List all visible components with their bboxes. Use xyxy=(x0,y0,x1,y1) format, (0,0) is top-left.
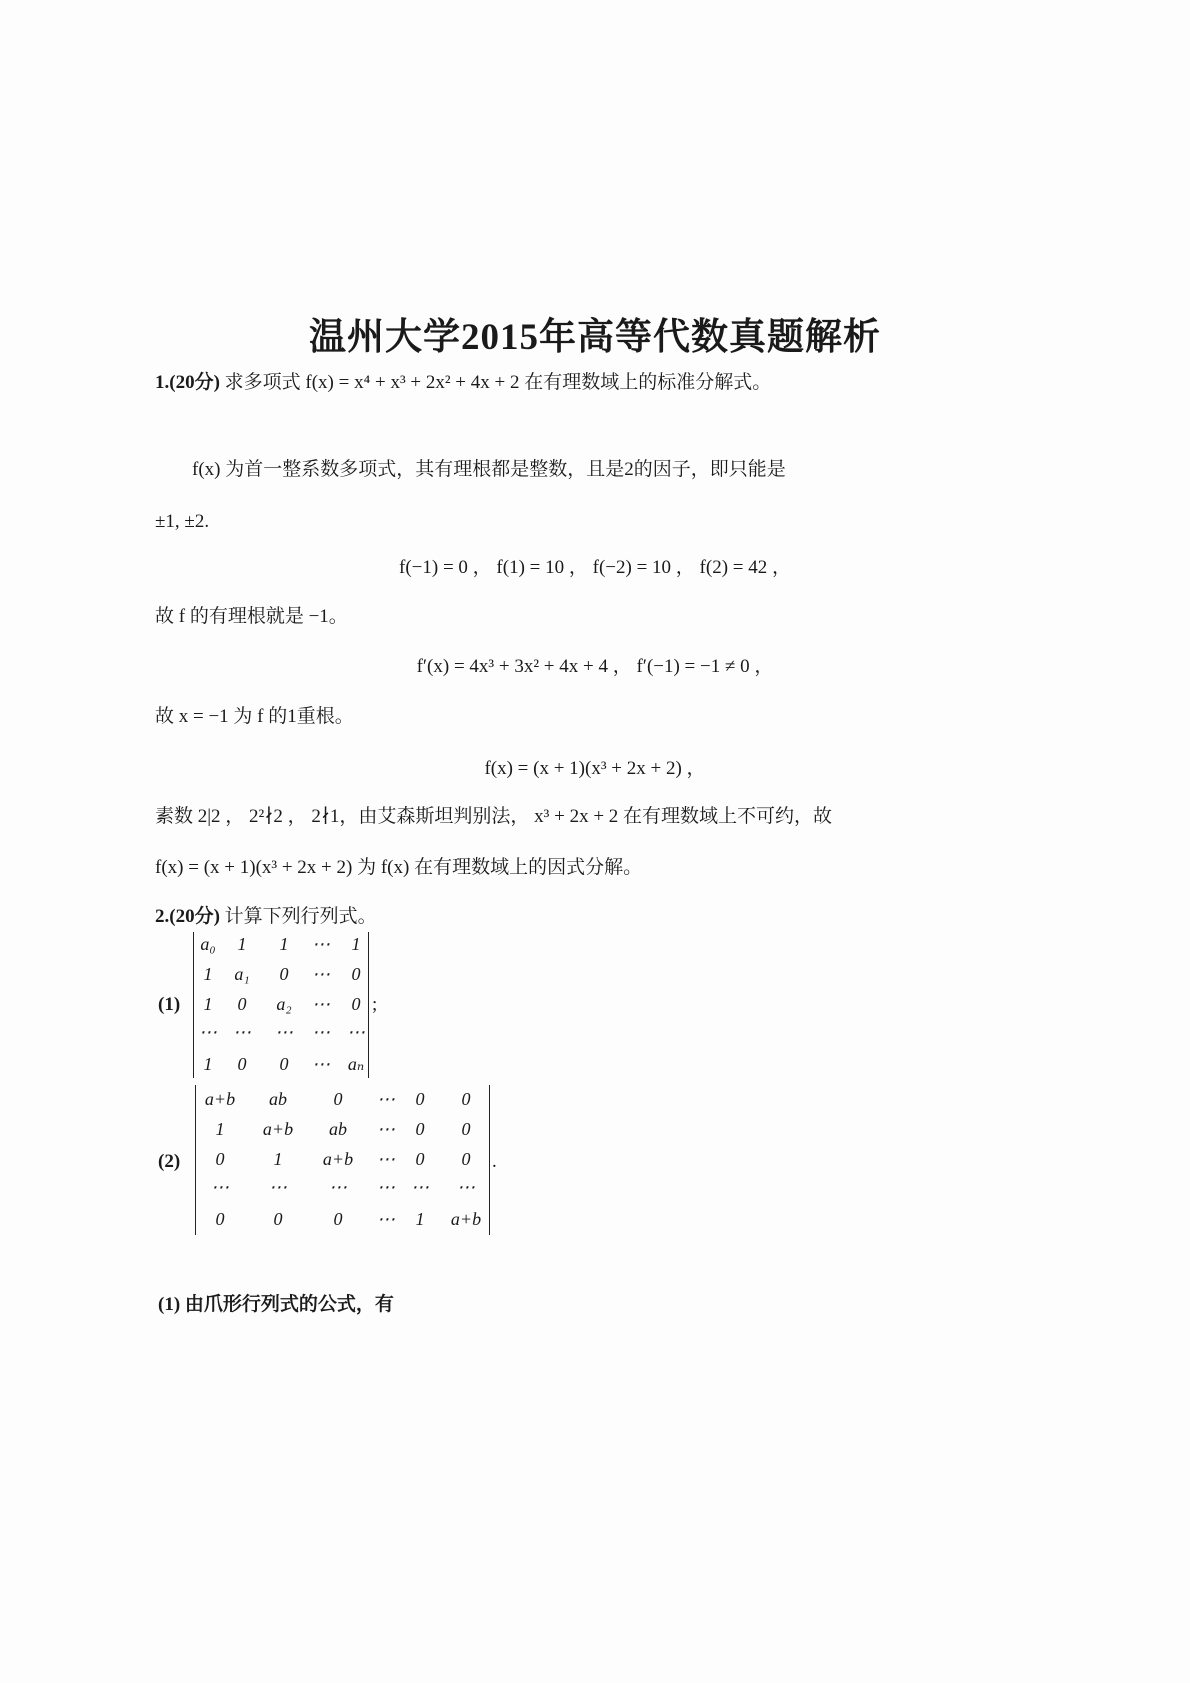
matrix-cell: 1 xyxy=(237,934,247,954)
part-1-label: (1) xyxy=(158,994,181,1015)
matrix-cell: ⋯ xyxy=(312,934,330,954)
matrix-cell: a₂ xyxy=(276,994,292,1014)
part-2-label: (2) xyxy=(158,1151,181,1172)
solution-line: ±1, ±2. xyxy=(155,511,210,532)
matrix-cell: 0 xyxy=(215,1149,225,1169)
solution-equation: f′(x) = 4x³ + 3x² + 4x + 4 ， f′(−1) = −1 ≠ 0 ， xyxy=(416,656,774,677)
solution-line: 素数 2|2 ， 2²∤2 ， 2∤1，由艾森斯坦判别法， x³ + 2x + 2 在有理数域上不可约，故 xyxy=(155,806,833,827)
solution-equation: f(x) = (x + 1)(x³ + 2x + 2) ， xyxy=(484,758,706,779)
matrix-cell: 0 xyxy=(237,994,247,1014)
part-1-end: ; xyxy=(372,994,378,1015)
matrix-cell: 1 xyxy=(279,934,289,954)
matrix-cell: ⋯ xyxy=(199,1022,217,1042)
matrix-cell: ⋯ xyxy=(312,964,330,984)
matrix-cell: ⋯ xyxy=(329,1177,347,1197)
matrix-cell: 0 xyxy=(415,1089,425,1109)
matrix-cell: a+b xyxy=(322,1149,354,1169)
matrix-cell: a+b xyxy=(262,1119,294,1139)
matrix-cell: ⋯ xyxy=(377,1209,395,1229)
question-2-text: 计算下列行列式。 xyxy=(224,906,377,927)
matrix-cell: a+b xyxy=(204,1089,236,1109)
matrix-cell: a+b xyxy=(450,1209,482,1229)
matrix-cell: 0 xyxy=(415,1149,425,1169)
matrix-cell: ⋯ xyxy=(269,1177,287,1197)
matrix-cell: ⋯ xyxy=(312,994,330,1014)
matrix-cell: ⋯ xyxy=(411,1177,429,1197)
question-1-text: 求多项式 f(x) = x⁴ + x³ + 2x² + 4x + 2 在有理数域上的标准分解式。 xyxy=(224,372,772,393)
matrix-cell: 1 xyxy=(351,934,361,954)
matrix-cell: 0 xyxy=(279,1054,289,1074)
question-2-label: 2.(20分) xyxy=(155,906,220,927)
matrix-cell: ⋯ xyxy=(347,1022,365,1042)
matrix-cell: ab xyxy=(269,1089,287,1109)
matrix-cell: 0 xyxy=(237,1054,247,1074)
matrix-cell: 1 xyxy=(203,1054,213,1074)
matrix-cell: 1 xyxy=(273,1149,283,1169)
solution-line: f(x) 为首一整系数多项式，其有理根都是整数，且是2的因子，即只能是 xyxy=(192,459,786,480)
matrix-cell: 0 xyxy=(461,1089,471,1109)
solution-line: 故 f 的有理根就是 −1。 xyxy=(155,606,348,627)
matrix-cell: ⋯ xyxy=(275,1022,293,1042)
matrix-cell: 0 xyxy=(333,1209,343,1229)
matrix-cell: ⋯ xyxy=(457,1177,475,1197)
matrix-cell: 0 xyxy=(461,1119,471,1139)
matrix-cell: a₁ xyxy=(234,964,250,984)
matrix-cell: ⋯ xyxy=(211,1177,229,1197)
solution-line: f(x) = (x + 1)(x³ + 2x + 2) 为 f(x) 在有理数域上的因式分解。 xyxy=(155,857,643,878)
question-1 xyxy=(155,371,771,395)
matrix-cell: 0 xyxy=(215,1209,225,1229)
solution-equation: f(−1) = 0 ， f(1) = 10 ， f(−2) = 10 ， f(2) = 42 ， xyxy=(399,557,791,578)
matrix-cell: 0 xyxy=(351,964,361,984)
matrix-cell: ⋯ xyxy=(312,1054,330,1074)
matrix-cell: 0 xyxy=(461,1149,471,1169)
matrix-cell: ⋯ xyxy=(377,1119,395,1139)
question-1-label: 1.(20分) xyxy=(155,372,220,393)
matrix-cell: 0 xyxy=(279,964,289,984)
matrix-cell: ⋯ xyxy=(312,1022,330,1042)
matrix-cell: ⋯ xyxy=(377,1089,395,1109)
question-2 xyxy=(155,905,377,929)
determinant-2 xyxy=(195,1085,490,1235)
determinant-1 xyxy=(193,932,369,1078)
matrix-cell: 0 xyxy=(351,994,361,1014)
solution-line: 故 x = −1 为 f 的1重根。 xyxy=(155,706,354,727)
solution-2-label: (1) xyxy=(158,1294,181,1315)
matrix-cell: 0 xyxy=(273,1209,283,1229)
matrix-cell: 1 xyxy=(415,1209,425,1229)
matrix-cell: 0 xyxy=(333,1089,343,1109)
matrix-cell: 1 xyxy=(203,994,213,1014)
matrix-cell: aₙ xyxy=(347,1054,365,1074)
matrix-cell: ⋯ xyxy=(233,1022,251,1042)
solution-2-start xyxy=(158,1293,394,1317)
matrix-cell: ⋯ xyxy=(377,1149,395,1169)
solution-2-text: 由爪形行列式的公式，有 xyxy=(184,1294,394,1315)
matrix-cell: 1 xyxy=(203,964,213,984)
part-2-end: . xyxy=(492,1151,497,1172)
matrix-cell: ⋯ xyxy=(377,1177,395,1197)
matrix-cell: 0 xyxy=(415,1119,425,1139)
page-title: 温州大学2015年高等代数真题解析 xyxy=(309,317,881,358)
matrix-cell: ab xyxy=(329,1119,347,1139)
matrix-cell: 1 xyxy=(215,1119,225,1139)
matrix-cell: a₀ xyxy=(200,934,216,954)
